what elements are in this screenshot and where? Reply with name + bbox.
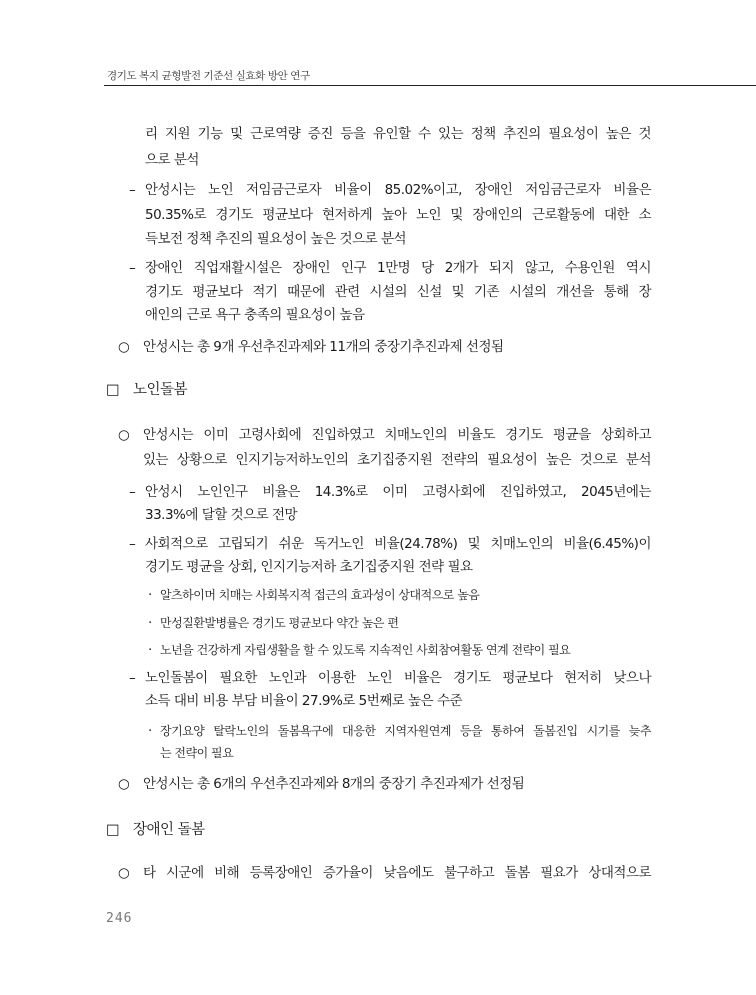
circle-bullet-icon: ○ [118,427,130,443]
dot-marker: · [148,587,152,603]
paragraph-line: 안성시 노인인구 비율은 14.3%로 이미 고령사회에 진입하였고, 2045년에는 [145,484,651,500]
square-bullet-icon: □ [106,822,120,838]
circle-bullet-icon: ○ [118,776,130,792]
dash-marker: – [129,536,136,552]
paragraph-line: 애인의 근로 욕구 충족의 필요성이 높음 [145,307,365,323]
circle-bullet-icon: ○ [118,339,130,355]
dash-marker: – [129,182,136,198]
paragraph-line: 으로 분석 [145,152,199,168]
paragraph-line: 사회적으로 고립되기 쉬운 독거노인 비율(24.78%) 및 치매노인의 비율(6.45%)이 [145,536,651,552]
running-header: 경기도 복지 균형발전 기준선 실효화 방안 연구 [107,70,310,82]
section-heading: 장애인 돌봄 [133,822,205,838]
dot-marker: · [148,642,152,658]
square-bullet-icon: □ [106,382,120,398]
paragraph-line: 경기도 평균을 상회, 인지기능저하 초기집중지원 전략 필요 [145,559,473,575]
dash-marker: – [129,484,136,500]
paragraph-line: 는 전략이 필요 [160,746,234,760]
dot-marker: · [148,723,152,739]
paragraph-line: 경기도 평균보다 적기 때문에 관련 시설의 신설 및 기존 시설의 개선을 통해 장 [145,284,651,300]
paragraph-line: 안성시는 총 9개 우선추진과제와 11개의 중장기추진과제 선정됨 [143,339,504,355]
paragraph-line: 33.3%에 달할 것으로 전망 [145,507,298,523]
paragraph-line: 장기요양 탈락노인의 돌봄욕구에 대응한 지역자원연계 등을 통하여 돌봄진입 시기를 늦추 [160,724,651,738]
paragraph-line: 만성질환발병률은 경기도 평균보다 약간 높은 편 [160,616,399,630]
paragraph-line: 리 지원 기능 및 근로역량 증진 등을 유인할 수 있는 정책 추진의 필요성이 높은 것 [145,126,651,142]
section-heading: 노인돌봄 [133,382,188,398]
dash-marker: – [129,260,136,276]
paragraph-line: 노인돌봄이 필요한 노인과 이용한 노인 비율은 경기도 평균보다 현저히 낮으나 [145,670,651,686]
paragraph-line: 50.35%로 경기도 평균보다 현저하게 높아 노인 및 장애인의 근로활동에 대한 소 [145,207,651,223]
dot-marker: · [148,615,152,631]
paragraph-line: 알츠하이머 치매는 사회복지적 접근의 효과성이 상대적으로 높음 [160,588,480,602]
header-divider [104,85,756,86]
circle-bullet-icon: ○ [118,865,130,881]
paragraph-line: 안성시는 이미 고령사회에 진입하였고 치매노인의 비율도 경기도 평균을 상회하고 [143,427,651,443]
paragraph-line: 노년을 건강하게 자립생활을 할 수 있도록 지속적인 사회참여활동 연계 전략이 필요 [160,643,571,657]
paragraph-line: 있는 상황으로 인지기능저하노인의 초기집중지원 전략의 필요성이 높은 것으로 분석 [143,452,651,468]
paragraph-line: 타 시군에 비해 등록장애인 증가율이 낮음에도 불구하고 돌봄 필요가 상대적으로 [143,865,651,881]
dash-marker: – [129,670,136,686]
paragraph-line: 소득 대비 비용 부담 비율이 27.9%로 5번째로 높은 수준 [145,693,463,709]
paragraph-line: 장애인 직업재활시설은 장애인 인구 1만명 당 2개가 되지 않고, 수용인원 역시 [145,260,651,276]
paragraph-line: 안성시는 총 6개의 우선추진과제와 8개의 중장기 추진과제가 선정됨 [143,776,525,792]
paragraph-line: 득보전 정책 추진의 필요성이 높은 것으로 분석 [145,231,407,247]
page-number: 246 [106,911,133,926]
paragraph-line: 안성시는 노인 저임금근로자 비율이 85.02%이고, 장애인 저임금근로자 비율은 [145,182,651,198]
